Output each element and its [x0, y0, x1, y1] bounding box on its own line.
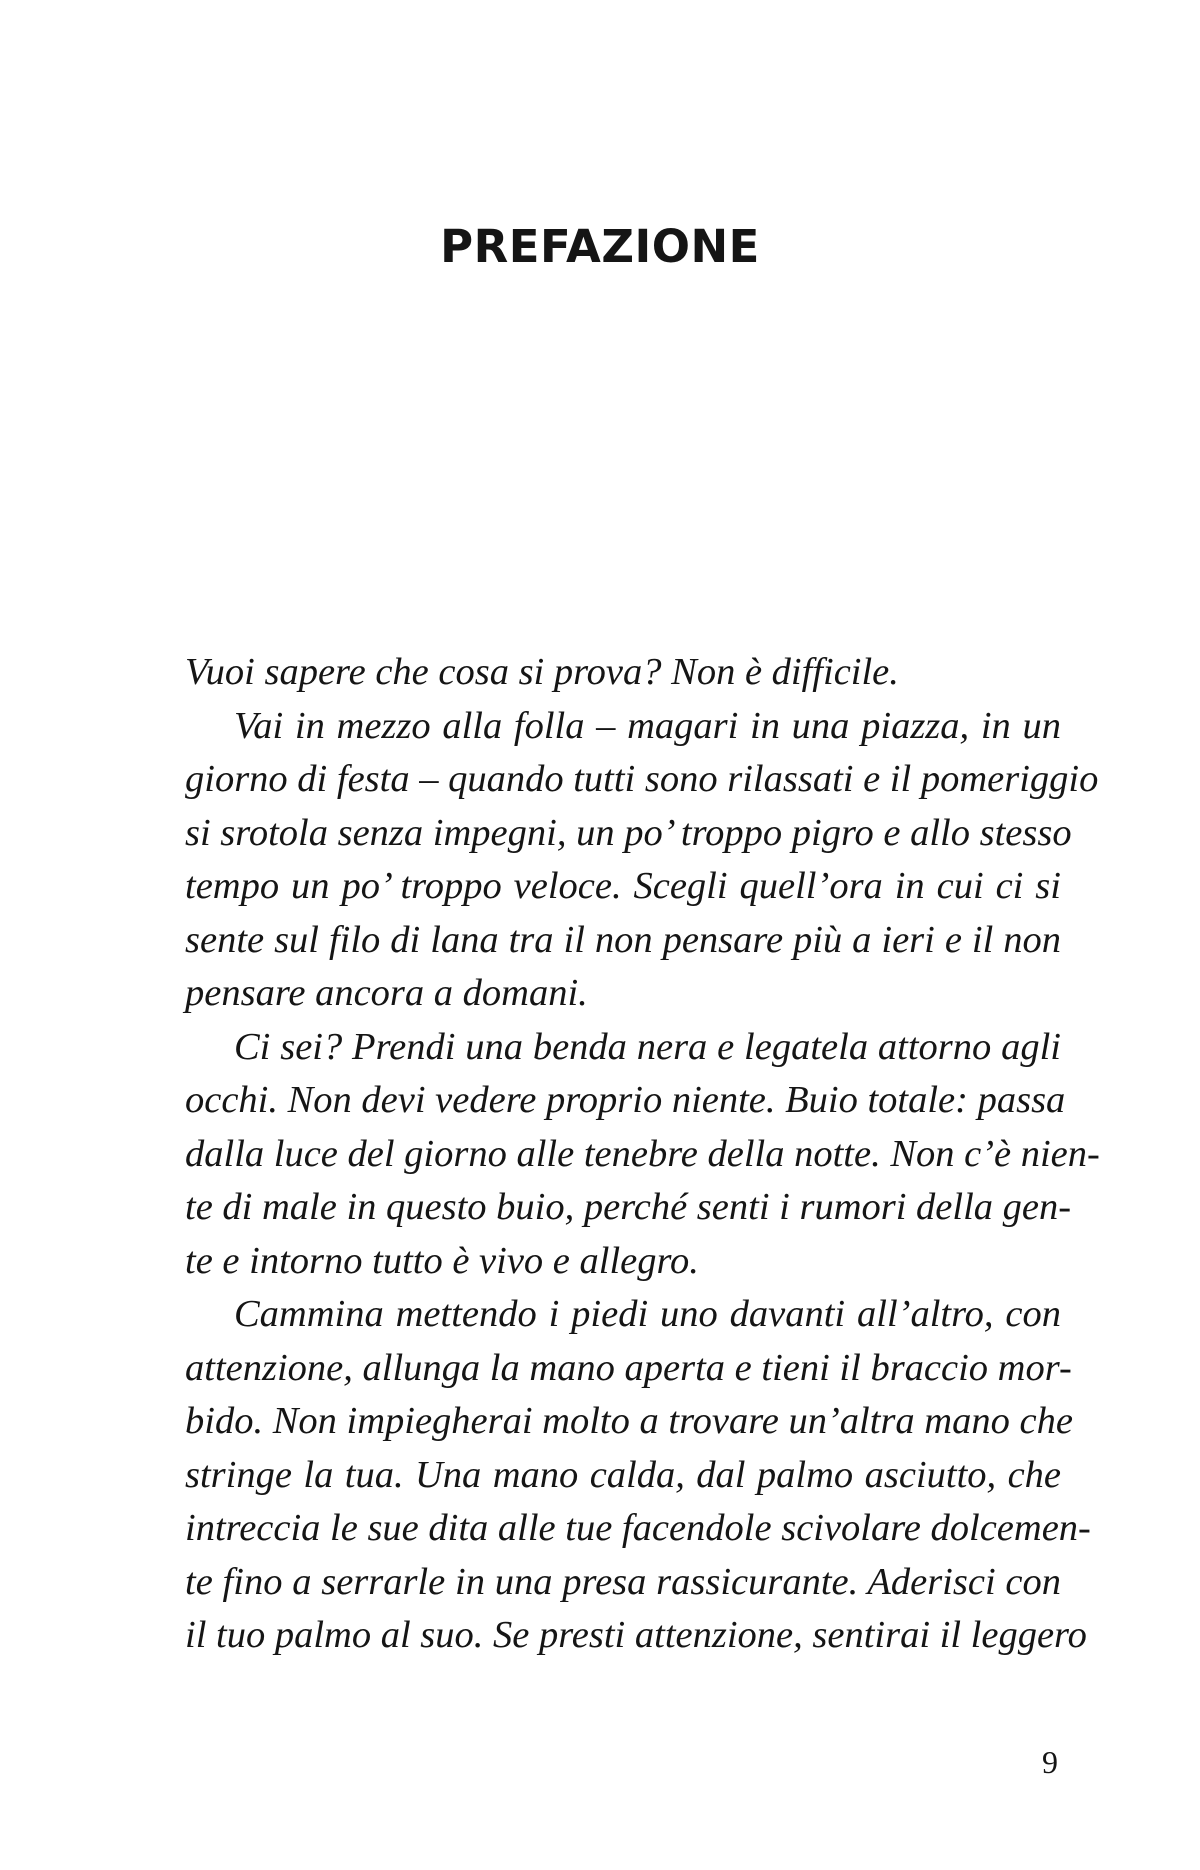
text-line: pensare ancora a domani.	[185, 972, 588, 1014]
text-line: te e intorno tutto è vivo e allegro.	[185, 1239, 699, 1282]
text-line: bido. Non impiegherai molto a trovare un’altra mano che	[185, 1400, 1073, 1442]
paragraph	[185, 1288, 1091, 1663]
text-line: sente sul filo di lana tra il non pensare più a ieri e il non	[185, 918, 1061, 961]
text-line: Ci sei? Prendi una benda nera e legatela attorno agli	[234, 1025, 1061, 1068]
text-line: te di male in questo buio, perché senti i rumori della gen-	[185, 1186, 1072, 1228]
text-line: intreccia le sue dita alle tue facendole scivolare dolcemen-	[185, 1507, 1091, 1549]
text-line: Vai in mezzo alla folla – magari in una piazza, in un	[234, 704, 1061, 747]
text-line: giorno di festa – quando tutti sono rilassati e il pomeriggio	[185, 758, 1099, 800]
chapter-title: PREFAZIONE	[440, 220, 760, 273]
text-line: te fino a serrarle in una presa rassicurante. Aderisci con	[185, 1560, 1061, 1603]
text-line: Vuoi sapere che cosa si prova? Non è difficile.	[185, 651, 899, 693]
body-text	[185, 646, 1100, 1663]
text-line: stringe la tua. Una mano calda, dal palmo asciutto, che	[185, 1453, 1061, 1496]
paragraph	[185, 700, 1099, 1021]
paragraph	[185, 1021, 1100, 1289]
paragraph	[185, 646, 1061, 700]
text-line: il tuo palmo al suo. Se presti attenzione, sentirai il leggero	[185, 1614, 1087, 1656]
text-line: attenzione, allunga la mano aperta e tieni il braccio mor-	[185, 1346, 1072, 1389]
text-line: Cammina mettendo i piedi uno davanti all’altro, con	[234, 1293, 1061, 1335]
text-line: tempo un po’ troppo veloce. Scegli quell’ora in cui ci si	[185, 865, 1061, 907]
text-line: occhi. Non devi vedere proprio niente. Buio totale: passa	[185, 1079, 1066, 1121]
text-line: si srotola senza impegni, un po’ troppo pigro e allo stesso	[185, 811, 1072, 854]
page-number: 9	[1042, 1744, 1058, 1780]
text-line: dalla luce del giorno alle tenebre della notte. Non c’è nien-	[185, 1132, 1100, 1175]
